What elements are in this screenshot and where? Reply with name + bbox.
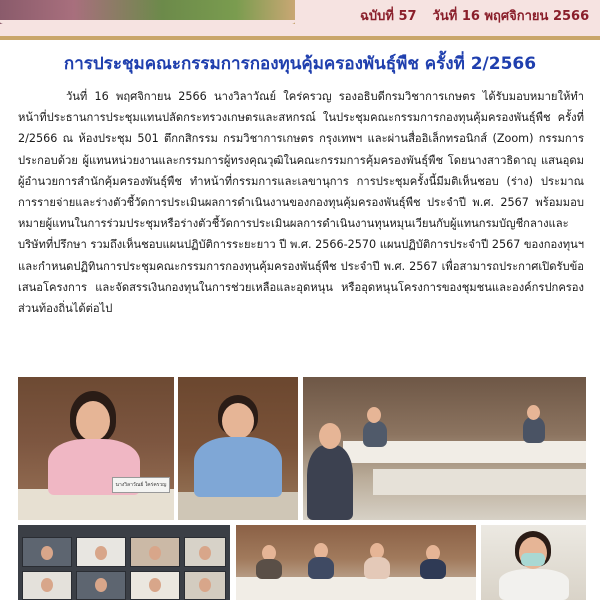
header-banner-image: [0, 0, 295, 24]
newsletter-header: [0, 0, 600, 36]
face-mask: [521, 553, 545, 566]
header-divider: [0, 36, 600, 40]
photo-masked-attendee: [481, 525, 586, 600]
nameplate: นางวิลาวัณย์ ใคร่ครวญ: [112, 477, 170, 493]
photo-participants: [236, 525, 476, 600]
photo-secretary: [178, 377, 298, 520]
photo-chairperson: [18, 377, 174, 520]
article-body: [18, 86, 584, 319]
issue-number: ฉบับที่ 57: [360, 9, 417, 24]
issue-info: [360, 5, 589, 26]
issue-date: วันที่ 16 พฤศจิกายน 2566: [432, 9, 590, 24]
photo-meeting-room: [303, 377, 586, 520]
article-title: การประชุมคณะกรรมการกองทุนคุ้มครองพันธุ์พืช ครั้งที่ 2/2566: [63, 54, 537, 74]
article-paragraph: วันที่ 16 พฤศจิกายน 2566 นางวิลาวัณย์ ใคร่ครวญ รองอธิบดีกรมวิชาการเกษตร ได้รับมอบหมายให้ทำหน้าที่ประธานการประชุมแทนปลัดกระทรวงเกษตรและสหกรณ์ ในประชุมคณะกรรมการกองทุนคุ้มครองพันธุ์พืช ครั้งที่ 2/2566 ณ ห้องประชุม 501 ตึกกสิกรรม กรมวิชาการเกษตร กรุงเทพฯ และผ่านสื่ออิเล็กทรอนิกส์ (Zoom) กรรมการประกอบด้วย ผู้แทนหน่วยงานและกรรมการผู้ทรงคุณวุฒิในคณะกรรมการคุ้มครองพันธุ์พืช โดยนางสาวธิดาญุ แสนอุดม ผู้อำนวยการสำนักคุ้มครองพันธุ์พืช ทำหน้าที่กรรมการและเลขานุการ การประชุมครั้งนี้มีมติเห็นชอบ (ร่าง) ประมาณการรายจ่ายและร่างตัวชี้วัดการประเมินผลการดำเนินงานของกองทุนคุ้มครองพันธุ์พืช ประจำปี พ.ศ. 2567 พร้อมมอบหมายผู้แทนในการร่วมประชุมหรือร่างตัวชี้วัดการประเมินผลการดำเนินงานทุนหมุนเวียนกับผู้แทนกรมบัญชีกลางและบริษัทที่ปรึกษา รวมถึงเห็นชอบแผนปฏิบัติการระยะยาว ปี พ.ศ. 2566-2570 แผนปฏิบัติการประจำปี 2567 ของกองทุนฯ และกำหนดปฏิทินการประชุมคณะกรรมการกองทุนคุ้มครองพันธุ์พืช ประจำปี พ.ศ. 2567 เพื่อสามารถประกาศเปิดรับข้อเสนอโครงการ และจัดสรรเงินกองทุนในการช่วยเหลือและอุดหนุน หรืออุดหนุนโครงการของชุมชนและองค์กรปกครองส่วนท้องถิ่นได้ต่อไป: [18, 90, 584, 316]
photo-zoom-gallery: [18, 525, 230, 600]
